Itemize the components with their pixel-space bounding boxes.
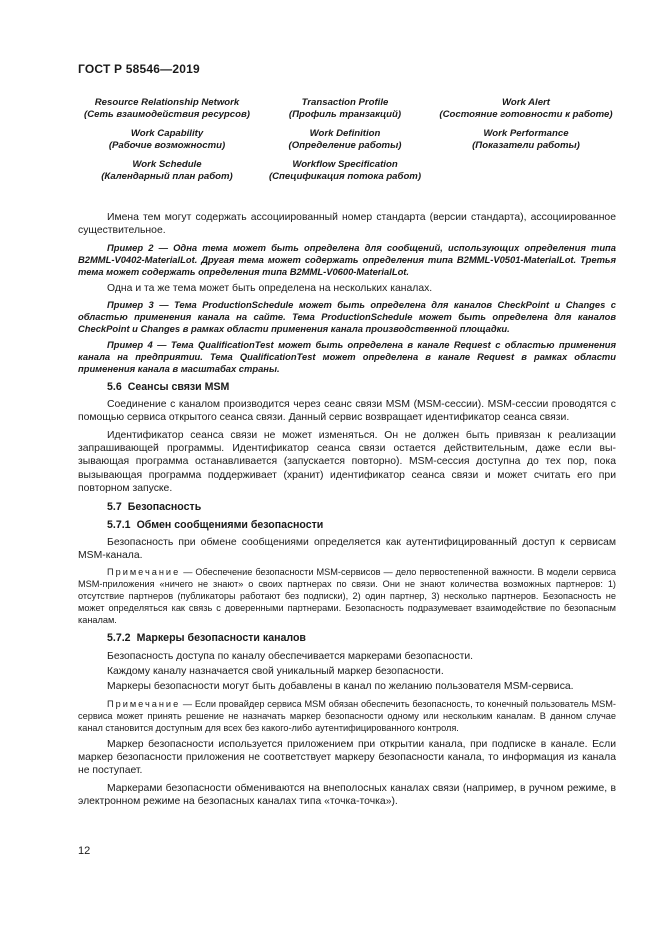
topics-row	[78, 128, 618, 151]
section-heading-5-7-1: 5.7.1 Обмен сообщениями безопасности	[107, 518, 324, 531]
topic-item: Work Capability (Рабочие возможности)	[108, 128, 226, 151]
note-2: Примечание — Если провайдер сервиса MSM обязан обеспечить безопасность, то конечный пользователь MSM-сервиса может принять решение не назначать маркер безопасности одному или нескольким каналам. В данном случае канал становится доступным для всех без какого-либо аутентифицированного контроля.	[78, 698, 616, 733]
example-3: Пример 3 — Тема ProductionSchedule может быть определена для каналов CheckPoint и Changes с областью применения канала на сайте. Тема ProductionSchedule может быть определена для каналов CheckPoint и Changes в рамках области применения канала производственной площадки.	[78, 298, 616, 334]
topic-item: Work Alert (Состояние готовности к работе)	[439, 97, 613, 120]
section-heading-5-6: 5.6 Сеансы связи MSM	[107, 380, 230, 393]
section-heading-5-7: 5.7 Безопасность	[107, 501, 202, 514]
paragraph: Безопасность при обмене сообщениями определяется как аутентифицированный доступ к сервисам MSM-канала.	[78, 536, 616, 562]
paragraph: Соединение с каналом производится через сеанс связи MSM (MSM-сессии). MSM-сессии проводятся с помощью сервиса открытого сеанса связи. Данный сервис возвращает идентификатор сеанса связи.	[78, 399, 616, 424]
paragraph: Маркерами безопасности обмениваются на внеполосных каналах связи (например, в ручном режиме, в электронном режиме на безопасных каналах типа «точка-точка»).	[78, 782, 616, 807]
standard-header: ГОСТ Р 58546—2019	[78, 62, 200, 76]
topic-item: Transaction Profile (Профиль транзакций)	[288, 97, 402, 120]
topics-row	[78, 159, 618, 182]
paragraph: Маркеры безопасности могут быть добавлены в канал по желанию пользователя MSM-сервиса.	[107, 681, 574, 693]
note-1: Примечание — Обеспечение безопасности MSM-сервисов — дело первостепенной важности. В модели сервиса MSM-приложения «ничего не знают» о своих партнерах по связи. Они не знают количества возможных партнеров: 1) отсутствие партнеров (публикаторы работают без подписки), 2) один партнер, 3) несколько партнеров. Безопасность не может определяться как связь с доверенными партнерами. Безопасность подразумевает взаимодействие по безопасным каналам.	[78, 567, 616, 626]
paragraph: Безопасность доступа по каналу обеспечивается маркерами безопасности.	[107, 650, 474, 662]
paragraph: Идентификатор сеанса связи не может изменяться. Он не должен быть привязан к реализации запрашивающей программы. Идентификатор сеанса связи остается действительным, даже если вызывающая программа останавливается (запускается повторно). MSM-сессия доступна до тех пор, пока вызывающая программа поддерживает (хранит) идентификатор сеанса связи и может считать его при повторном запуске.	[78, 429, 616, 494]
example-4: Пример 4 — Тема QualificationTest может быть определена в канале Request с областью применения канала на предприятии. Тема QualificationTest может определена в канале Request в рамках области применения канала в масштабах страны.	[78, 338, 616, 374]
paragraph: Имена тем могут содержать ассоциированный номер стандарта (версии стандарта), ассоциированное существительное.	[78, 212, 616, 237]
document-body	[78, 211, 616, 812]
topics-table	[78, 97, 618, 190]
topic-item: Workflow Specification (Спецификация потока работ)	[268, 159, 422, 182]
paragraph: Каждому каналу назначается свой уникальный маркер безопасности.	[107, 666, 444, 678]
paragraph: Одна и та же тема может быть определена на нескольких каналах.	[107, 282, 433, 294]
topic-item: Resource Relationship Network (Сеть взаимодействия ресурсов)	[84, 97, 250, 120]
paragraph: Маркер безопасности используется приложением при открытии канала, при подписке в канале. Если маркер безопасности приложения не соответствует маркеру безопасности канала, то информация из канала не поступает.	[78, 738, 616, 777]
topics-row	[78, 97, 618, 120]
example-2: Пример 2 — Одна тема может быть определена для сообщений, использующих определения типа B2MML-V0402-MaterialLot. Другая тема может содержать определения типа B2MML-V0501-MaterialLot. Третья тема может содержать определения типа B2MML-V0600-MaterialLot.	[78, 241, 616, 277]
topic-item: Work Schedule (Календарный план работ)	[101, 159, 233, 182]
section-heading-5-7-2: 5.7.2 Маркеры безопасности каналов	[107, 632, 306, 645]
page-number: 12	[78, 845, 91, 857]
topic-item: Work Performance (Показатели работы)	[472, 128, 580, 151]
topic-item: Work Definition (Определение работы)	[288, 128, 402, 151]
